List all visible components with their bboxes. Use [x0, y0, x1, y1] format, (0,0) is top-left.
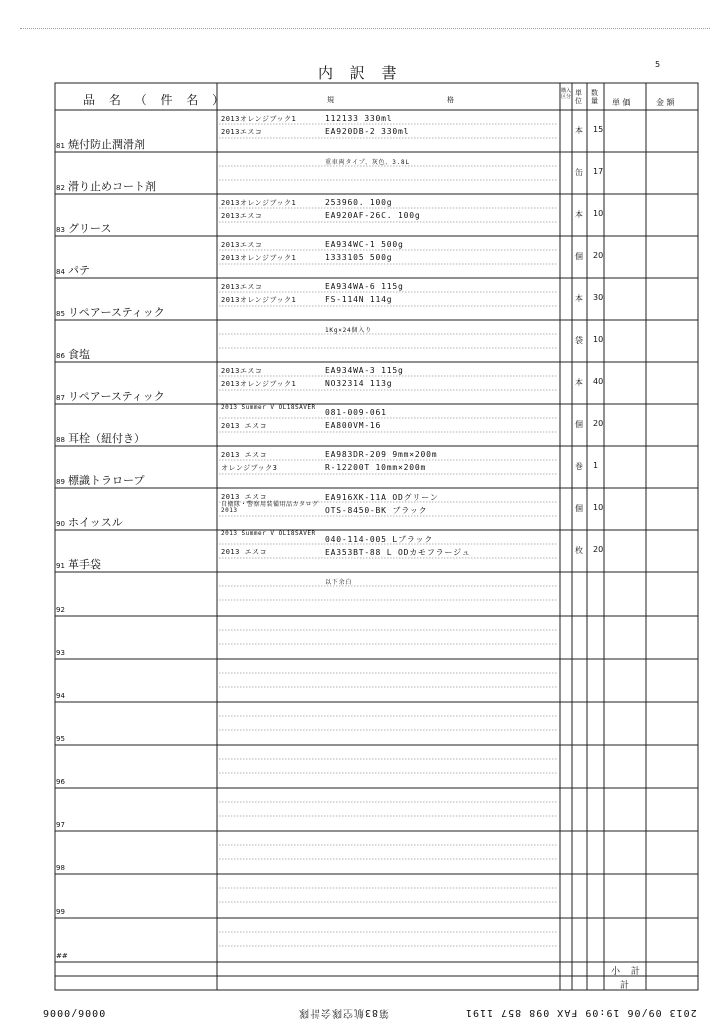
row-number: 95 [56, 735, 65, 743]
qty-value: 20 [593, 419, 604, 428]
unit-value: 個 [575, 252, 583, 261]
subtotal-label: 小 計 [611, 967, 644, 977]
unit-value: 缶 [575, 168, 583, 177]
header-spec-right: 格 [447, 96, 454, 104]
item-name: パテ [68, 264, 90, 277]
catalog-source: 2013エスコ [221, 241, 263, 249]
unit-value: 本 [575, 294, 583, 303]
row-number: 97 [56, 821, 65, 829]
spec-text: OTS-8450-BK ブラック [325, 506, 428, 515]
spec-text: 以下余白 [325, 579, 353, 586]
catalog-source: 2013 エスコ [221, 422, 268, 430]
catalog-source: 2013オレンジブック1 [221, 115, 297, 123]
row-number: 90 [56, 520, 65, 528]
fax-header-left: 2013 09/06 19:09 FAX 098 857 1191 [465, 1007, 697, 1018]
item-name: リペアースティック [68, 390, 165, 403]
spec-text: 081-009-061 [325, 408, 387, 417]
header-name: 品 名 （ 件 名 ） [83, 93, 230, 107]
catalog-source: 2013 Summer V OL18SAVER [221, 530, 316, 537]
header-qty: 数量 [591, 89, 598, 105]
item-name: 焼付防止潤滑剤 [68, 138, 145, 151]
spec-text: 重車両タイプ、灰色、3.8L [325, 159, 410, 166]
row-number: 86 [56, 352, 65, 360]
row-number: 88 [56, 436, 65, 444]
spec-text: 040-114-005 Lブラック [325, 535, 434, 544]
qty-value: 10 [593, 209, 604, 218]
catalog-source: 2013オレンジブック1 [221, 199, 297, 207]
header-unit-price: 単 価 [612, 98, 631, 107]
header-unit: 単位 [575, 89, 582, 105]
fax-header-middle: 第83航空隊会計隊 [298, 1007, 390, 1018]
spec-text: EA983DR-209 9mm×200m [325, 450, 438, 459]
spec-text: 1Kg×24個入り [325, 327, 372, 334]
qty-value: 20 [593, 251, 604, 260]
row-number: 83 [56, 226, 65, 234]
qty-value: 10 [593, 335, 604, 344]
spec-text: 1333105 500g [325, 253, 393, 262]
header-amount: 金 額 [656, 98, 675, 107]
row-number: 85 [56, 310, 65, 318]
qty-value: 1 [593, 461, 599, 470]
unit-value: 本 [575, 126, 583, 135]
row-number: 96 [56, 778, 65, 786]
spec-text: EA800VM-16 [325, 421, 382, 430]
row-number: 99 [56, 908, 65, 916]
item-name: 滑り止めコート剤 [68, 180, 156, 193]
spec-text: EA920AF-26C. 100g [325, 211, 421, 220]
spec-text: 112133 330ml [325, 114, 393, 123]
qty-value: 20 [593, 545, 604, 554]
item-name: 耳栓（紐付き） [68, 432, 145, 445]
row-number: 82 [56, 184, 65, 192]
document-title: 内 訳 書 [318, 64, 403, 82]
unit-value: 巻 [575, 462, 583, 471]
catalog-source: 2013 エスコ [221, 548, 268, 556]
item-name: 標識トラロープ [68, 474, 145, 487]
item-name: 食塩 [68, 348, 90, 361]
spec-text: FS-114N 114g [325, 295, 393, 304]
spec-text: EA934WA-6 115g [325, 282, 404, 291]
unit-value: 袋 [575, 336, 583, 345]
spec-text: EA920DB-2 330ml [325, 127, 410, 136]
catalog-source: 2013オレンジブック1 [221, 380, 297, 388]
qty-value: 40 [593, 377, 604, 386]
header-spec-left: 規 [327, 96, 334, 104]
unit-value: 個 [575, 420, 583, 429]
spec-text: EA916XK-11A ODグリーン [325, 493, 439, 502]
catalog-source: 2013オレンジブック1 [221, 254, 297, 262]
row-number: 89 [56, 478, 65, 486]
page-number: 5 [655, 60, 661, 69]
spec-text: R-12200T 10mm×200m [325, 463, 427, 472]
spec-text: EA934WC-1 500g [325, 240, 404, 249]
spec-text: EA934WA-3 115g [325, 366, 404, 375]
total-label: 計 [620, 981, 634, 991]
row-number: 91 [56, 562, 65, 570]
catalog-source: 自衛隊・警察用装備用品カタログ2013 [221, 501, 319, 514]
unit-value: 個 [575, 504, 583, 513]
catalog-source: 2013エスコ [221, 367, 263, 375]
catalog-source: 2013エスコ [221, 212, 263, 220]
catalog-source: 2013 Summer V OL18SAVER [221, 404, 316, 411]
header-purchase-flag: 購入区分 [561, 88, 572, 100]
spec-text: EA353BT-88 L ODカモフラージュ [325, 548, 471, 557]
row-number: ## [56, 952, 68, 960]
unit-value: 枚 [575, 546, 583, 555]
row-number: 93 [56, 649, 65, 657]
catalog-source: 2013エスコ [221, 283, 263, 291]
spec-text: NO32314 113g [325, 379, 393, 388]
catalog-source: 2013オレンジブック1 [221, 296, 297, 304]
catalog-source: 2013 エスコ [221, 451, 268, 459]
item-name: ホイッスル [68, 516, 123, 529]
row-number: 81 [56, 142, 65, 150]
qty-value: 30 [593, 293, 604, 302]
qty-value: 15 [593, 125, 604, 134]
unit-value: 本 [575, 378, 583, 387]
item-name: グリース [68, 222, 112, 235]
row-number: 94 [56, 692, 65, 700]
row-number: 98 [56, 864, 65, 872]
item-name: 革手袋 [68, 558, 101, 571]
catalog-source: 2013エスコ [221, 128, 263, 136]
spec-text: 253960. 100g [325, 198, 393, 207]
qty-value: 10 [593, 503, 604, 512]
item-name: リペアースティック [68, 306, 165, 319]
unit-value: 本 [575, 210, 583, 219]
fax-header-right: 0006/0006 [42, 1007, 106, 1018]
row-number: 84 [56, 268, 65, 276]
row-number: 92 [56, 606, 65, 614]
qty-value: 17 [593, 167, 604, 176]
row-number: 87 [56, 394, 65, 402]
catalog-source: オレンジブック3 [221, 464, 278, 472]
catalog-source: 2013 エスコ [221, 493, 268, 501]
